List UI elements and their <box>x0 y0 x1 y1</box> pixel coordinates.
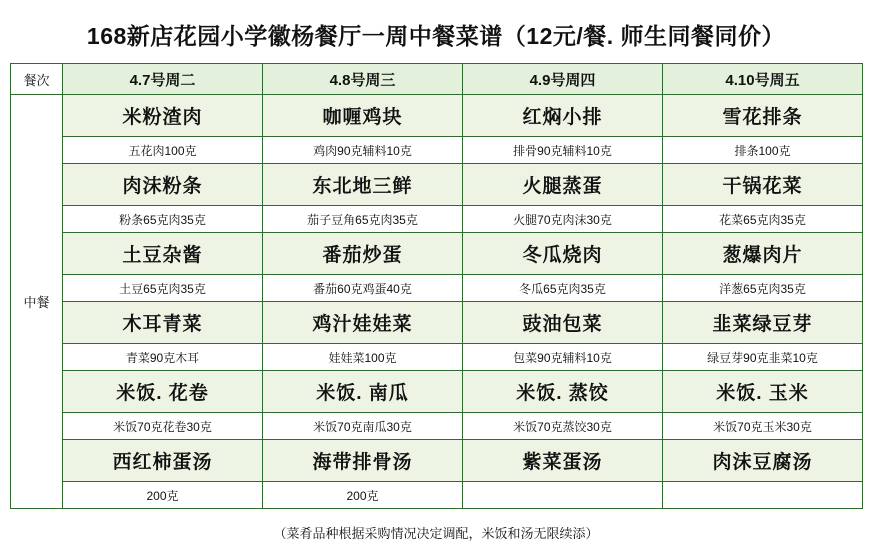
dish-cell: 东北地三鲜 <box>263 164 463 206</box>
dish-cell: 番茄炒蛋 <box>263 233 463 275</box>
ingredient-cell: 排条100克 <box>663 137 863 164</box>
dish-cell: 米饭. 花卷 <box>63 371 263 413</box>
table-row <box>11 344 863 371</box>
ingredient-cell: 茄子豆角65克肉35克 <box>263 206 463 233</box>
dish-cell: 豉油包菜 <box>463 302 663 344</box>
ingredient-cell: 土豆65克肉35克 <box>63 275 263 302</box>
dish-cell: 咖喱鸡块 <box>263 95 463 137</box>
table-row <box>11 440 863 482</box>
dish-cell: 米饭. 蒸饺 <box>463 371 663 413</box>
table-header-row <box>11 64 863 95</box>
ingredient-cell: 米饭70克蒸饺30克 <box>463 413 663 440</box>
ingredient-cell: 包菜90克辅料10克 <box>463 344 663 371</box>
day-header-3: 4.9号周四 <box>463 64 663 95</box>
page-title: 168新店花园小学徽杨餐厅一周中餐菜谱（12元/餐. 师生同餐同价） <box>86 23 786 49</box>
ingredient-cell: 火腿70克肉沫30克 <box>463 206 663 233</box>
dish-cell: 雪花排条 <box>663 95 863 137</box>
dish-cell: 米饭. 玉米 <box>663 371 863 413</box>
ingredient-cell: 排骨90克辅料10克 <box>463 137 663 164</box>
ingredient-cell: 冬瓜65克肉35克 <box>463 275 663 302</box>
day-header-1: 4.7号周二 <box>63 64 263 95</box>
day-header-4: 4.10号周五 <box>663 64 863 95</box>
ingredient-cell: 绿豆芽90克韭菜10克 <box>663 344 863 371</box>
dish-cell: 紫菜蛋汤 <box>463 440 663 482</box>
ingredient-cell: 青菜90克木耳 <box>63 344 263 371</box>
ingredient-cell: 番茄60克鸡蛋40克 <box>263 275 463 302</box>
dish-cell: 木耳青菜 <box>63 302 263 344</box>
table-row <box>11 95 863 137</box>
weekly-menu-table <box>10 63 863 509</box>
ingredient-cell: 200克 <box>63 482 263 509</box>
dish-cell: 干锅花菜 <box>663 164 863 206</box>
dish-cell: 米粉渣肉 <box>63 95 263 137</box>
dish-cell: 西红柿蛋汤 <box>63 440 263 482</box>
ingredient-cell: 米饭70克花卷30克 <box>63 413 263 440</box>
dish-cell: 土豆杂酱 <box>63 233 263 275</box>
dish-cell: 米饭. 南瓜 <box>263 371 463 413</box>
dish-cell: 肉沫粉条 <box>63 164 263 206</box>
ingredient-cell: 米饭70克南瓜30克 <box>263 413 463 440</box>
ingredient-cell: 五花肉100克 <box>63 137 263 164</box>
ingredient-cell: 花菜65克肉35克 <box>663 206 863 233</box>
table-row <box>11 164 863 206</box>
day-header-2: 4.8号周三 <box>263 64 463 95</box>
meal-column-header: 餐次 <box>11 64 63 95</box>
table-row <box>11 137 863 164</box>
footnote: （菜肴品种根据采购情况决定调配，米饭和汤无限续添） <box>273 526 599 541</box>
ingredient-cell: 粉条65克肉35克 <box>63 206 263 233</box>
dish-cell: 冬瓜烧肉 <box>463 233 663 275</box>
table-row <box>11 302 863 344</box>
dish-cell: 鸡汁娃娃菜 <box>263 302 463 344</box>
ingredient-cell: 娃娃菜100克 <box>263 344 463 371</box>
ingredient-cell-empty <box>663 482 863 509</box>
dish-cell: 葱爆肉片 <box>663 233 863 275</box>
dish-cell: 海带排骨汤 <box>263 440 463 482</box>
dish-cell: 红焖小排 <box>463 95 663 137</box>
table-row <box>11 413 863 440</box>
table-row <box>11 482 863 509</box>
table-row <box>11 233 863 275</box>
table-row <box>11 206 863 233</box>
ingredient-cell: 鸡肉90克辅料10克 <box>263 137 463 164</box>
dish-cell: 韭菜绿豆芽 <box>663 302 863 344</box>
ingredient-cell: 米饭70克玉米30克 <box>663 413 863 440</box>
dish-cell: 火腿蒸蛋 <box>463 164 663 206</box>
table-row <box>11 275 863 302</box>
ingredient-cell: 洋葱65克肉35克 <box>663 275 863 302</box>
table-row <box>11 371 863 413</box>
ingredient-cell-empty <box>463 482 663 509</box>
ingredient-cell: 200克 <box>263 482 463 509</box>
meal-row-label: 中餐 <box>11 95 63 509</box>
dish-cell: 肉沫豆腐汤 <box>663 440 863 482</box>
